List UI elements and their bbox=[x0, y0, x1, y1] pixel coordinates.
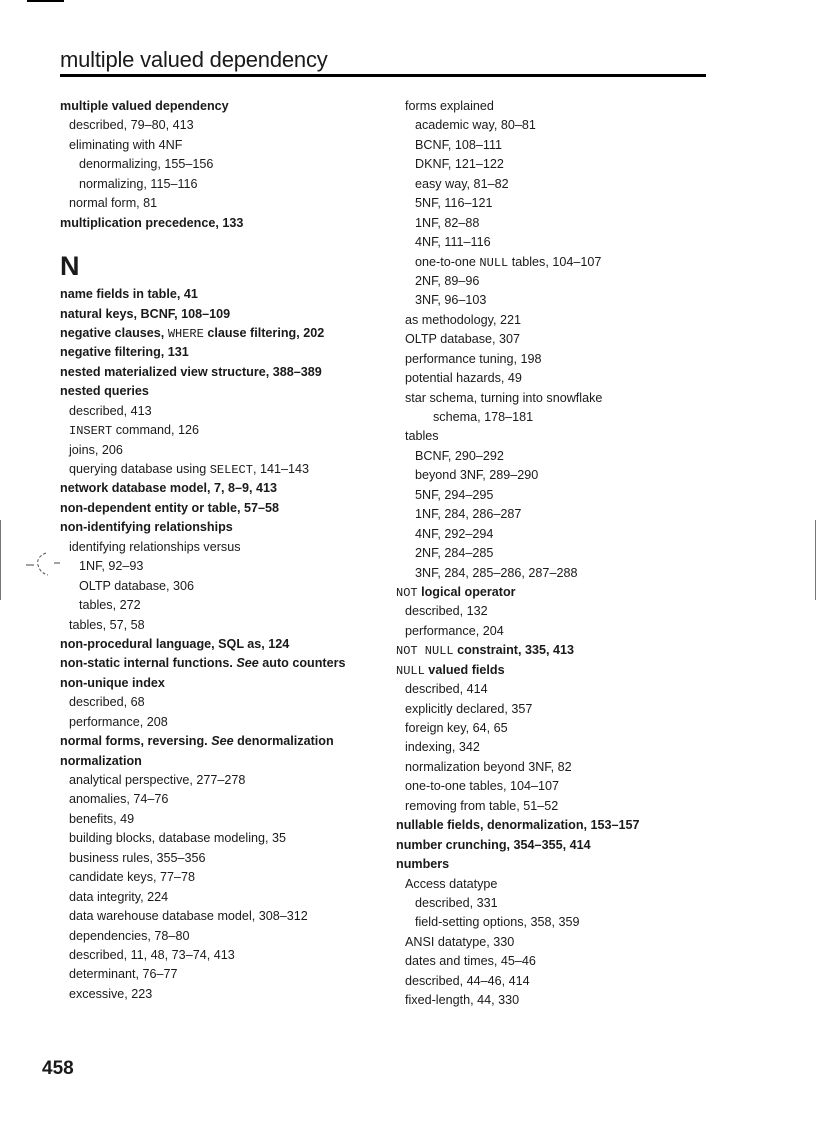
index-main-entry bbox=[60, 654, 390, 673]
index-subentry bbox=[396, 253, 726, 272]
entry-text: number crunching, 354–355, 414 bbox=[396, 837, 591, 852]
index-subentry bbox=[60, 538, 390, 557]
entry-text: non-procedural language, SQL as, 124 bbox=[60, 636, 290, 651]
index-subentry bbox=[396, 486, 726, 505]
entry-text: command, 126 bbox=[112, 423, 200, 438]
entry-text: tables, 272 bbox=[79, 598, 141, 613]
entry-text: name fields in table, 41 bbox=[60, 287, 198, 302]
entry-text: 2NF, 89–96 bbox=[415, 273, 480, 288]
entry-text: forms explained bbox=[405, 99, 494, 113]
entry-text: See bbox=[236, 656, 259, 671]
entry-text: tables, 57, 58 bbox=[69, 617, 145, 632]
entry-text: business rules, 355–356 bbox=[69, 850, 206, 865]
entry-text: removing from table, 51–52 bbox=[405, 798, 559, 813]
entry-text: data integrity, 224 bbox=[69, 889, 169, 904]
entry-text: negative filtering, 131 bbox=[60, 345, 189, 360]
entry-text: described, 11, 48, 73–74, 413 bbox=[69, 947, 235, 962]
index-subentry bbox=[396, 408, 726, 427]
entry-text: 3NF, 284, 285–286, 287–288 bbox=[415, 565, 578, 580]
index-main-entry bbox=[60, 324, 390, 343]
index-subentry bbox=[396, 389, 726, 408]
index-subentry bbox=[396, 738, 726, 757]
index-subentry bbox=[396, 777, 726, 796]
entry-text: building blocks, database modeling, 35 bbox=[69, 831, 287, 846]
index-main-entry bbox=[60, 382, 390, 401]
index-subentry bbox=[396, 466, 726, 485]
index-subentry bbox=[396, 602, 726, 621]
index-subentry bbox=[60, 693, 390, 712]
page-edge-line bbox=[0, 520, 1, 600]
index-subentry bbox=[60, 849, 390, 868]
entry-text: dates and times, 45–46 bbox=[405, 954, 536, 969]
index-main-entry bbox=[60, 674, 390, 693]
index-subentry bbox=[396, 194, 726, 213]
index-subentry bbox=[60, 829, 390, 848]
index-subentry bbox=[396, 894, 726, 913]
index-subentry bbox=[60, 810, 390, 829]
index-main-entry bbox=[60, 97, 390, 116]
entry-text: described, 132 bbox=[405, 604, 488, 619]
entry-text: indexing, 342 bbox=[405, 740, 480, 755]
index-subentry bbox=[396, 116, 726, 135]
entry-text: 2NF, 284–285 bbox=[415, 546, 494, 561]
entry-text: eliminating with 4NF bbox=[69, 137, 183, 152]
entry-text: benefits, 49 bbox=[69, 811, 135, 826]
index-column-right bbox=[396, 97, 726, 1011]
entry-text: non-static internal functions. bbox=[60, 656, 237, 671]
entry-text: one-to-one bbox=[415, 254, 480, 269]
entry-text: nullable fields, denormalization, 153–157 bbox=[396, 818, 640, 833]
index-subentry bbox=[396, 719, 726, 738]
entry-text: network database model, 7, 8–9, 413 bbox=[60, 481, 277, 496]
index-subentry bbox=[60, 116, 390, 135]
entry-text: OLTP database, 306 bbox=[79, 578, 195, 593]
index-subentry bbox=[396, 330, 726, 349]
index-main-entry bbox=[60, 752, 390, 771]
entry-text: See bbox=[211, 734, 234, 749]
index-subentry bbox=[396, 291, 726, 310]
entry-text: DKNF, 121–122 bbox=[415, 157, 504, 172]
header-rule bbox=[60, 74, 706, 77]
index-main-entry bbox=[60, 363, 390, 382]
index-subentry bbox=[396, 272, 726, 291]
entry-text: as methodology, 221 bbox=[405, 312, 521, 327]
entry-text: joins, 206 bbox=[69, 442, 123, 457]
section-letter-heading: N bbox=[60, 251, 80, 282]
entry-text: described, 68 bbox=[69, 695, 145, 710]
index-subentry bbox=[60, 136, 390, 155]
index-subentry bbox=[396, 952, 726, 971]
entry-text: beyond 3NF, 289–290 bbox=[415, 468, 539, 483]
entry-text: normal forms, reversing. bbox=[60, 734, 212, 749]
index-subentry bbox=[60, 596, 390, 615]
entry-text: anomalies, 74–76 bbox=[69, 792, 169, 807]
entry-text: natural keys, BCNF, 108–109 bbox=[60, 306, 231, 321]
entry-text: 1NF, 284, 286–287 bbox=[415, 507, 522, 522]
entry-text: BCNF, 108–111 bbox=[415, 137, 503, 152]
page-number: 458 bbox=[42, 1058, 74, 1079]
entry-text: denormalizing, 155–156 bbox=[79, 157, 214, 172]
index-main-entry bbox=[396, 816, 726, 835]
entry-text: normalization bbox=[60, 753, 142, 768]
index-subentry bbox=[60, 771, 390, 790]
index-subentry bbox=[60, 155, 390, 174]
index-main-entry bbox=[396, 661, 726, 680]
entry-text: fixed-length, 44, 330 bbox=[405, 993, 520, 1008]
index-subentry bbox=[60, 790, 390, 809]
index-subentry bbox=[60, 965, 390, 984]
index-subentry bbox=[396, 972, 726, 991]
entry-text: described, 44–46, 414 bbox=[405, 973, 530, 988]
entry-text: determinant, 76–77 bbox=[69, 967, 178, 982]
index-subentry bbox=[396, 564, 726, 583]
entry-text: described, 414 bbox=[405, 682, 488, 697]
entry-text: easy way, 81–82 bbox=[415, 176, 509, 191]
entry-text: described, 331 bbox=[415, 895, 498, 910]
code-term: NOT NULL bbox=[396, 644, 454, 659]
index-subentry bbox=[396, 680, 726, 699]
index-subentry bbox=[396, 933, 726, 952]
entry-text: described, 79–80, 413 bbox=[69, 118, 194, 133]
index-subentry bbox=[396, 797, 726, 816]
entry-text: logical operator bbox=[417, 584, 516, 599]
code-term: WHERE bbox=[167, 326, 204, 341]
entry-text: 3NF, 96–103 bbox=[415, 293, 487, 308]
entry-text: 5NF, 294–295 bbox=[415, 487, 494, 502]
index-subentry bbox=[60, 421, 390, 440]
index-subentry bbox=[60, 194, 390, 213]
index-main-entry bbox=[60, 518, 390, 537]
entry-text: clause filtering, 202 bbox=[203, 325, 325, 340]
entry-text: nested queries bbox=[60, 384, 149, 399]
index-subentry bbox=[396, 427, 726, 446]
index-main-entry bbox=[60, 635, 390, 654]
entry-text: constraint, 335, 413 bbox=[453, 643, 575, 658]
entry-text: schema, 178–181 bbox=[433, 410, 534, 424]
index-subentry bbox=[396, 214, 726, 233]
index-subentry bbox=[60, 460, 390, 479]
index-subentry bbox=[396, 700, 726, 719]
entry-text: valued fields bbox=[424, 662, 505, 677]
entry-text: querying database using bbox=[69, 462, 210, 476]
code-term: SELECT bbox=[209, 463, 253, 477]
entry-text: performance, 204 bbox=[405, 623, 504, 638]
index-subentry bbox=[60, 175, 390, 194]
entry-text: negative clauses, bbox=[60, 325, 168, 340]
index-subentry bbox=[60, 616, 390, 635]
index-subentry bbox=[396, 525, 726, 544]
entry-text: non-identifying relationships bbox=[60, 520, 233, 535]
entry-text: potential hazards, 49 bbox=[405, 371, 522, 386]
index-main-entry bbox=[396, 855, 726, 874]
entry-text: 4NF, 111–116 bbox=[415, 235, 491, 250]
entry-text: non-dependent entity or table, 57–58 bbox=[60, 500, 280, 515]
entry-text: excessive, 223 bbox=[69, 986, 153, 1001]
scan-artifact-mark bbox=[24, 549, 64, 577]
index-main-entry bbox=[60, 499, 390, 518]
entry-text: performance tuning, 198 bbox=[405, 351, 542, 366]
index-subentry bbox=[396, 350, 726, 369]
entry-text: numbers bbox=[396, 857, 450, 872]
entry-text: non-unique index bbox=[60, 675, 165, 690]
index-subentry bbox=[60, 557, 390, 576]
index-subentry bbox=[396, 311, 726, 330]
entry-text: identifying relationships versus bbox=[69, 539, 241, 554]
index-main-entry bbox=[396, 836, 726, 855]
index-subentry bbox=[60, 402, 390, 421]
code-term: NULL bbox=[396, 663, 425, 678]
entry-text: multiple valued dependency bbox=[60, 99, 229, 113]
entry-text: tables bbox=[405, 429, 439, 444]
entry-text: BCNF, 290–292 bbox=[415, 448, 504, 463]
entry-text: , 141–143 bbox=[252, 462, 309, 476]
code-term: NOT bbox=[396, 585, 418, 600]
code-term: INSERT bbox=[69, 424, 113, 439]
index-subentry bbox=[60, 907, 390, 926]
code-term: NULL bbox=[479, 255, 509, 270]
index-subentry bbox=[396, 175, 726, 194]
index-main-entry bbox=[60, 214, 390, 233]
entry-text: Access datatype bbox=[405, 876, 498, 891]
entry-text: tables, 104–107 bbox=[508, 254, 602, 269]
entry-text: ANSI datatype, 330 bbox=[405, 934, 515, 949]
index-main-entry bbox=[60, 305, 390, 324]
entry-text: denormalization bbox=[233, 734, 334, 749]
index-subentry bbox=[60, 927, 390, 946]
index-subentry bbox=[396, 233, 726, 252]
index-subentry bbox=[396, 913, 726, 932]
entry-text: field-setting options, 358, 359 bbox=[415, 915, 580, 930]
index-main-entry bbox=[60, 343, 390, 362]
index-main-entry bbox=[396, 641, 726, 660]
index-subentry bbox=[396, 758, 726, 777]
entry-text: 1NF, 82–88 bbox=[415, 215, 480, 230]
entry-text: data warehouse database model, 308–312 bbox=[69, 909, 308, 924]
entry-text: normalization beyond 3NF, 82 bbox=[405, 759, 572, 774]
index-subentry bbox=[396, 447, 726, 466]
index-subentry bbox=[396, 369, 726, 388]
index-subentry bbox=[60, 888, 390, 907]
index-subentry bbox=[396, 991, 726, 1010]
running-header-title: multiple valued dependency bbox=[60, 47, 328, 72]
entry-text: one-to-one tables, 104–107 bbox=[405, 779, 560, 794]
entry-text: explicitly declared, 357 bbox=[405, 701, 533, 716]
index-subentry bbox=[60, 441, 390, 460]
index-subentry bbox=[60, 946, 390, 965]
index-main-entry bbox=[60, 732, 390, 751]
entry-text: nested materialized view structure, 388–389 bbox=[60, 364, 322, 379]
index-subentry bbox=[396, 544, 726, 563]
index-main-entry bbox=[396, 583, 726, 602]
entry-text: performance, 208 bbox=[69, 714, 168, 729]
index-subentry bbox=[60, 577, 390, 596]
entry-text: 1NF, 92–93 bbox=[79, 559, 144, 574]
index-subentry bbox=[60, 985, 390, 1004]
entry-text: analytical perspective, 277–278 bbox=[69, 773, 246, 787]
entry-text: auto counters bbox=[258, 656, 346, 671]
entry-text: normal form, 81 bbox=[69, 196, 158, 211]
index-column-left bbox=[60, 97, 390, 1004]
entry-text: dependencies, 78–80 bbox=[69, 928, 190, 943]
index-subentry bbox=[396, 97, 726, 116]
entry-text: 4NF, 292–294 bbox=[415, 526, 494, 541]
entry-text: OLTP database, 307 bbox=[405, 332, 521, 347]
entry-text: multiplication precedence, 133 bbox=[60, 215, 244, 230]
crop-mark bbox=[27, 0, 64, 2]
index-subentry bbox=[396, 505, 726, 524]
index-main-entry bbox=[60, 285, 390, 304]
index-subentry bbox=[396, 622, 726, 641]
index-subentry bbox=[60, 713, 390, 732]
index-subentry bbox=[396, 155, 726, 174]
index-subentry bbox=[60, 868, 390, 887]
entry-text: candidate keys, 77–78 bbox=[69, 870, 196, 885]
index-subentry bbox=[396, 875, 726, 894]
entry-text: described, 413 bbox=[69, 403, 152, 418]
entry-text: academic way, 80–81 bbox=[415, 118, 536, 133]
entry-text: foreign key, 64, 65 bbox=[405, 721, 508, 735]
index-main-entry bbox=[60, 479, 390, 498]
entry-text: normalizing, 115–116 bbox=[79, 176, 198, 191]
entry-text: star schema, turning into snowflake bbox=[405, 390, 603, 405]
entry-text: 5NF, 116–121 bbox=[415, 196, 493, 211]
index-subentry bbox=[396, 136, 726, 155]
